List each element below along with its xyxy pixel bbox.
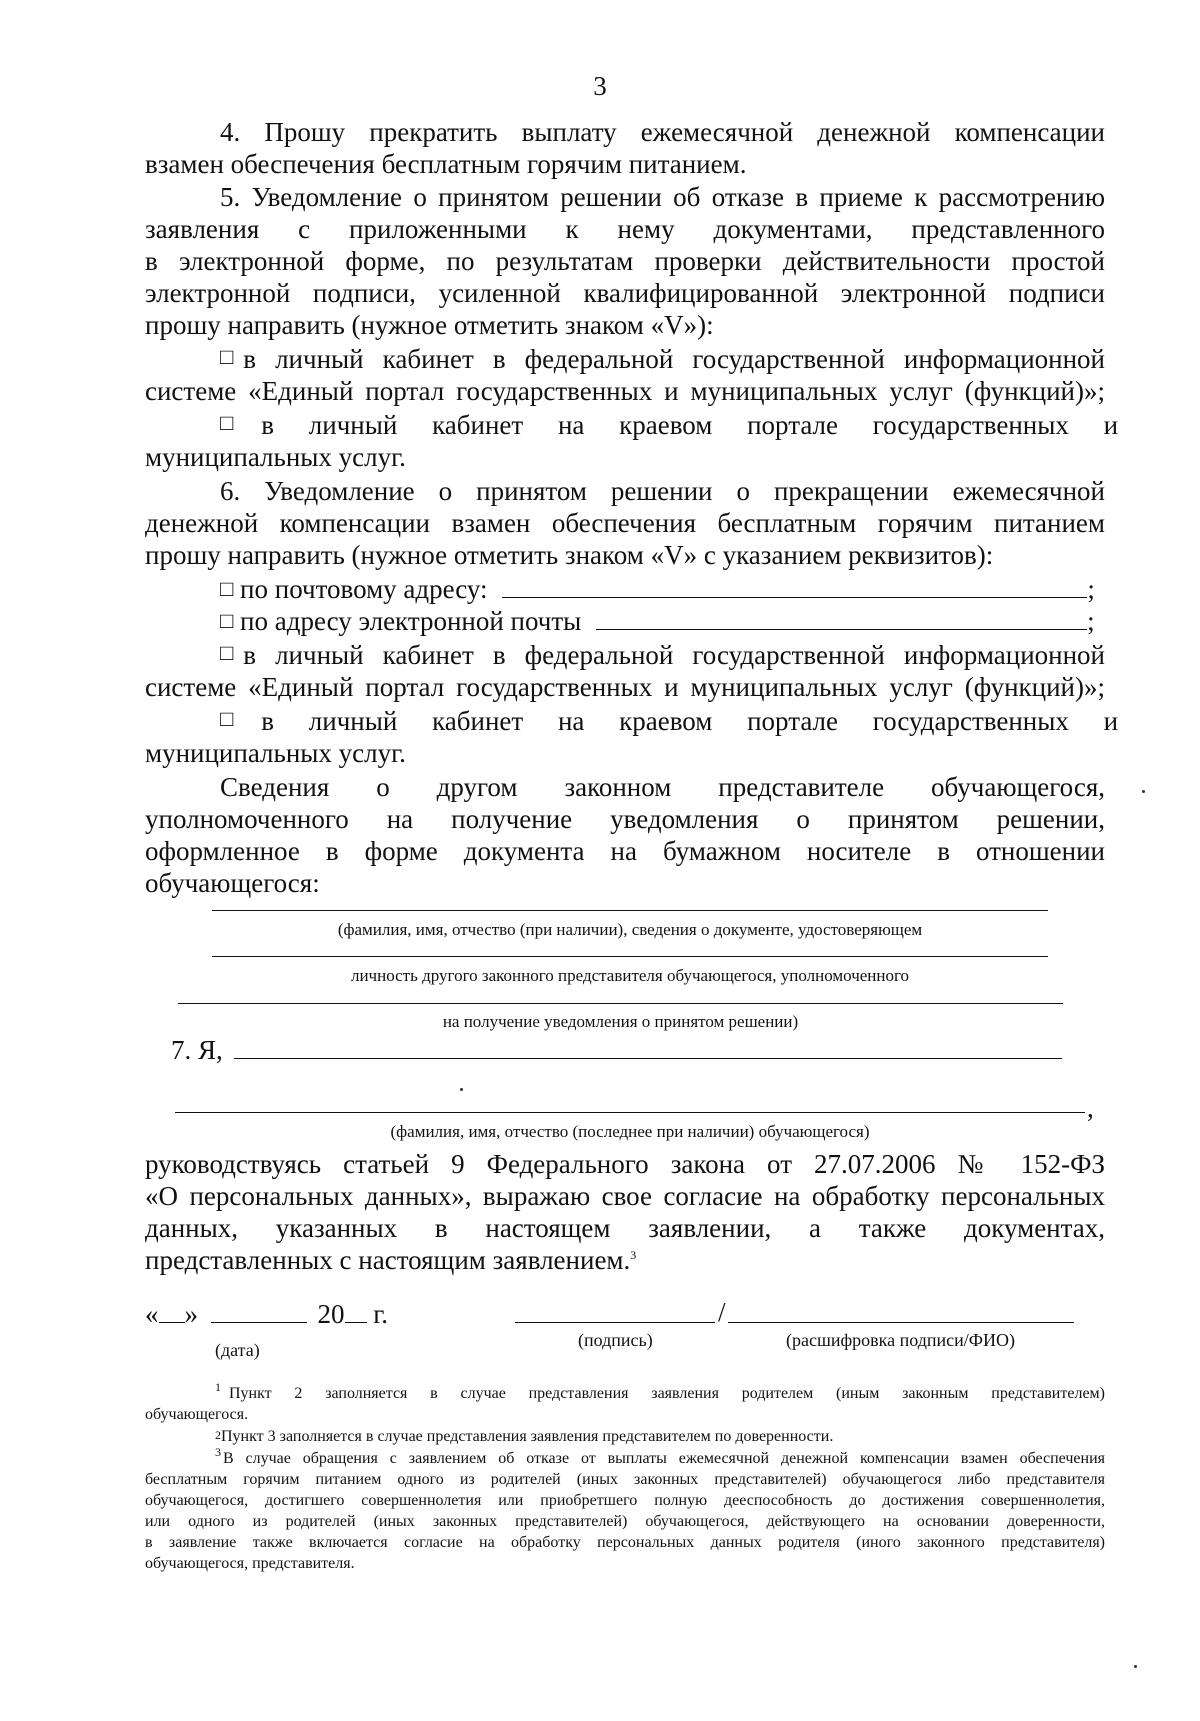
student-name-caption: (фамилия, имя, отчество (последнее при наличии) обучающегося)	[390, 1122, 870, 1141]
p4-line-2: взамен обеспечения бесплатным горячим питанием.	[145, 149, 747, 179]
checkbox-icon[interactable]: □	[220, 576, 234, 601]
p5-line-5: прошу направить (нужное отметить знаком «V»):	[145, 310, 714, 340]
date-field	[145, 1298, 445, 1330]
checkbox-icon[interactable]: □	[220, 344, 234, 369]
p4-line-1: 4. Прошу прекратить выплату ежемесячной денежной компенсации	[220, 117, 1105, 147]
footnote-ref-3: 3	[630, 1248, 637, 1262]
post-address-field[interactable]	[502, 573, 1087, 598]
email-address-label: по адресу электронной почты	[240, 606, 582, 636]
p7-line-2: «О персональных данных», выражаю свое согласие на обработку персональных	[145, 1181, 1105, 1211]
year-prefix: 20	[317, 1299, 345, 1329]
representative-line-4: обучающегося:	[145, 868, 320, 898]
footnote-1-mark: 1	[215, 1380, 221, 1394]
p5-option-1-line-1	[220, 343, 1105, 375]
p5-option-1-line-2: системе «Единый портал государственных и муниципальных услуг (функций)»;	[145, 376, 1105, 406]
footnote-1-text: Пункт 2 заполняется в случае представления заявления родителем (иным законным представителем)	[229, 1385, 1105, 1402]
email-address-field[interactable]	[596, 605, 1087, 630]
p7-lead-line	[171, 1034, 1071, 1066]
representative-field-1[interactable]	[212, 910, 1048, 911]
p5-line-2: заявления с приложенными к нему документами, представленного	[145, 214, 1105, 244]
p5-option-2-text: в личный кабинет на краевом портале государственных и	[261, 410, 1119, 440]
representative-line-1: Сведения о другом законном представителе обучающегося,	[220, 772, 1105, 802]
checkbox-icon[interactable]: □	[220, 410, 234, 435]
p6-option-4-line-2: муниципальных услуг.	[145, 738, 406, 768]
student-name-field[interactable]	[234, 1034, 1062, 1059]
p7-lead: 7. Я,	[171, 1035, 223, 1065]
signature-caption: (подпись)	[578, 1330, 653, 1350]
p6-option-4-text: в личный кабинет на краевом портале государственных и	[261, 706, 1119, 736]
p6-line-1: 6. Уведомление о принятом решении о прекращении ежемесячной	[220, 476, 1105, 506]
p5-option-1-text: в личный кабинет в федеральной государственной информационной	[243, 344, 1105, 374]
representative-field-2[interactable]	[212, 956, 1048, 957]
student-name-field-2[interactable]	[175, 1112, 1085, 1113]
p5-line-4: электронной подписи, усиленной квалифицированной электронной подписи	[145, 278, 1105, 308]
p5-option-2-line-2: муниципальных услуг.	[145, 442, 406, 472]
page-number: 3	[593, 71, 607, 101]
footnote-1-line-2: обучающегося.	[145, 1406, 249, 1423]
year-suffix: г.	[373, 1299, 389, 1329]
representative-caption-3: на получение уведомления о принятом решении)	[442, 1012, 799, 1031]
footnote-3-line-4: или одного из родителей (иных законных представителей) обучающегося, действующего на основании доверенности,	[145, 1513, 1105, 1530]
p6-option-4-line-1	[220, 705, 1119, 737]
scan-speck	[1134, 1665, 1137, 1668]
representative-line-2: уполномоченного на получение уведомления о принятом решении,	[145, 804, 1105, 834]
p6-option-3-line-1	[220, 639, 1105, 671]
footnote-1-line-1	[145, 1380, 1105, 1404]
footnote-3-line-2: бесплатным горячим питанием одного из родителей (иных законных представителей) обучающегося либо представителя	[145, 1471, 1105, 1488]
footnote-3-line-6: обучающегося, представителя.	[145, 1555, 355, 1572]
footnote-3-line-5: в заявление также включается согласие на обработку персональных данных родителя (иного законного представителя)	[145, 1534, 1105, 1551]
checkbox-icon[interactable]: □	[220, 640, 234, 665]
p6-line-2: денежной компенсации взамен обеспечения бесплатным горячим питанием	[145, 508, 1105, 538]
p6-option-3-text: в личный кабинет в федеральной государственной информационной	[243, 640, 1105, 670]
p7-line-4	[145, 1244, 1105, 1276]
signature-field[interactable]	[515, 1322, 715, 1323]
footnote-3-text: В случае обращения с заявлением об отказе от выплаты ежемесячной денежной компенсации взамен обеспечения	[223, 1450, 1105, 1467]
p5-option-2-line-1	[220, 409, 1119, 441]
date-day-field[interactable]	[159, 1298, 185, 1323]
p6-option-email: □ по адресу электронной почты ;	[220, 606, 1095, 636]
signature-slash: /	[718, 1297, 726, 1327]
footnote-2-mark: 2	[215, 1427, 221, 1442]
comma-mark: ,	[1087, 1093, 1094, 1123]
p7-line-3: данных, указанных в настоящем заявлении, а также документах,	[145, 1213, 1105, 1243]
date-year-field[interactable]	[345, 1298, 367, 1323]
quote-open: «	[145, 1299, 159, 1329]
footnote-2-text: Пункт 3 заполняется в случае представления заявления представителем по доверенности.	[221, 1428, 834, 1445]
representative-caption-1: (фамилия, имя, отчество (при наличии), сведения о документе, удостоверяющем	[337, 920, 923, 939]
date-month-field[interactable]	[211, 1298, 307, 1323]
p6-line-3: прошу направить (нужное отметить знаком «V» с указанием реквизитов):	[145, 540, 994, 570]
scan-speck	[460, 1088, 463, 1091]
footnote-3-mark: 3	[215, 1445, 221, 1459]
representative-line-3: оформленное в форме документа на бумажном носителе в отношении	[145, 836, 1105, 866]
p7-line-4-text: представленных с настоящим заявлением.	[145, 1245, 631, 1275]
p6-option-3-line-2: системе «Единый портал государственных и муниципальных услуг (функций)»;	[145, 672, 1105, 702]
footnote-3-line-3: обучающегося, достигшего совершеннолетия или приобретшего полную дееспособность до достижения совершеннолетия,	[145, 1492, 1105, 1509]
p5-line-1: 5. Уведомление о принятом решении об отказе в приеме к рассмотрению	[220, 182, 1105, 212]
signature-decode-field[interactable]	[728, 1322, 1074, 1323]
checkbox-icon[interactable]: □	[220, 608, 234, 633]
footnote-2-line-1	[215, 1426, 833, 1447]
signature-decode-caption: (расшифровка подписи/ФИО)	[786, 1330, 1015, 1350]
p5-line-3: в электронной форме, по результатам проверки действительности простой	[145, 246, 1105, 276]
representative-field-3[interactable]	[178, 1003, 1063, 1004]
p7-line-1: руководствуясь статьей 9 Федерального закона от 27.07.2006 № 152-ФЗ	[145, 1149, 1105, 1179]
checkbox-icon[interactable]: □	[220, 706, 234, 731]
post-address-label: по почтовому адресу:	[240, 574, 488, 604]
footnote-3-line-1	[215, 1445, 1105, 1469]
p6-option-post: □ по почтовому адресу: ;	[220, 574, 1095, 604]
representative-caption-2: личность другого законного представителя обучающегося, уполномоченного	[350, 966, 910, 985]
scan-speck	[1142, 790, 1145, 793]
quote-close: »	[184, 1299, 198, 1329]
date-caption: (дата)	[215, 1340, 260, 1360]
